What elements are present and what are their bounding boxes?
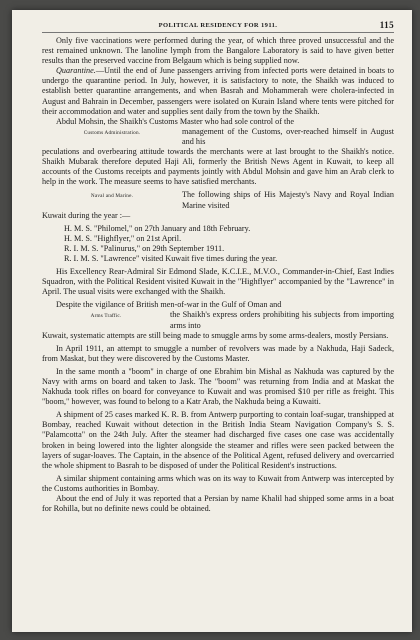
arms-row [42, 310, 394, 330]
naval-row [42, 190, 394, 210]
paragraph-antwerp-shipment: A shipment of 25 cases marked K. R. B. from Antwerp purporting to contain loaf-sugar, transhipped at Bombay, reached Kuwait without detection in the British India Steam Navigation Company's S. S. "Palamcotta" on the 24th July. After the steamer had discharged five cases one case was accidentally broken in being lowered into the lighter alongside the steamer and rifles were seen packed between the layers of sugar-loaves. The Captain, in the absence of the Political Agent, refused delivery and overcarried the whole shipment to Basrah to be disposed of under the Political Resident's instructions. [42, 410, 394, 470]
paragraph-khalil: About the end of July it was reported that a Persian by name Khalil had shipped some arms in a boat for Rohilla, but no definite news could be obtained. [42, 494, 394, 514]
paragraph-quarantine [42, 66, 394, 116]
page-number: 115 [379, 20, 394, 30]
customs-row [42, 127, 394, 147]
ship-item: R. I. M. S. "Palinurus," on 29th September 1911. [64, 243, 225, 253]
sidenote-customs-administration: Customs Administration. [83, 129, 141, 136]
running-header [42, 18, 394, 33]
paragraph-admiral-visit: His Excellency Rear-Admiral Sir Edmond Slade, K.C.I.E., M.V.O., Commander-in-Chief, East Indies Squadron, with the Political Resident visited Kuwait in the "Highflyer" accompanied by the "Lawrence" in April. The usual visits were exchanged with the Shaikh. [42, 267, 394, 297]
paragraph-revolvers: In April 1911, an attempt to smuggle a number of revolvers was made by a Nakhuda, Haji Sadeck, from Maskat, but they were discovered by the Customs Master. [42, 343, 394, 363]
paragraph-vaccination: Only five vaccinations were performed during the year, of which three proved unsuccessful and the rest remained unknown. The lanoline lymph from the Bangalore Laboratory is said to have given better results than the preserved vaccine from Belgaum which is being supplied now. [42, 36, 394, 66]
sidenote-arms-traffic: Arms Traffic. [90, 313, 122, 320]
paragraph-boom: In the same month a "boom" in charge of one Ebrahim bin Mishal as Nakhuda was captured by the Navy with arms on board and taken to Jask. The "boom" was returning from India and at Maskat the Nakhuda took rifles on board for conveyance to Kuwait and was promised $10 per rifle as freight. This "boom," however, was found to belong to a Katr Arab, the Nakhuda being a Kuwaiti. [42, 366, 394, 407]
paragraph-customs-mid: management of the Customs, over-reached himself in August and his [182, 126, 394, 146]
paragraph-arms-first-line: Despite the vigilance of British men-of-war in the Gulf of Oman and [56, 300, 282, 310]
paragraph-customs-first-line: Abdul Mohsin, the Shaikh's Customs Master who had sole control of the [56, 116, 294, 126]
document-page [12, 10, 412, 632]
ships-list [42, 224, 394, 264]
quarantine-heading: Quarantine. [56, 66, 96, 76]
paragraph-arms-mid: the Shaikh's express orders prohibiting his subjects from importing arms into [170, 310, 394, 330]
running-title: POLITICAL RESIDENCY FOR 1911. [158, 22, 278, 29]
paragraph-bombay-intercept: A similar shipment containing arms which was on its way to Kuwait from Antwerp was intercepted by the Customs authorities in Bombay. [42, 473, 394, 493]
ship-item: R. I. M. S. "Lawrence" visited Kuwait five times during the year. [64, 253, 278, 263]
ship-item: H. M. S. "Highflyer," on 21st April. [64, 233, 182, 243]
paragraph-naval-first: The following ships of His Majesty's Navy and Royal Indian Marine visited [182, 190, 394, 210]
sidenote-naval-and-marine: Naval and Marine. [90, 193, 134, 200]
paragraph-arms-rest: Kuwait, systematic attempts are still being made to smuggle arms by some arms-dealers, mostly Persians. [42, 330, 389, 340]
page-content [42, 18, 394, 514]
ship-item: H. M. S. "Philomel," on 27th January and 18th February. [64, 223, 251, 233]
paragraph-customs-rest: peculations and overbearing attitude towards the merchants were at last brought to the Shaikh's notice. Shaikh Mubarak therefore deputed Haji Ali, formerly the British News Agent in Kuwait, to keep all accounts of the Customs receipts and payments jointly with Abdul Mohsin and gave him an Arab clerk to help in the work. The measure seems to have satisfied merchants. [42, 147, 394, 187]
quarantine-text: —Until the end of June passengers arriving from infected ports were detained in boats to undergo the quarantine period. In July, however, it is satisfactory to note, the Shaikh was induced to establish better quarantine arrangements, and when Basrah and Mohammerah were cholera-infected in August and Bahrain in December, passengers were isolated on Kurain Island where tents were pitched for their accommodation and water and supplies sent daily from the town by the Shaikh. [42, 66, 394, 116]
paragraph-naval-rest: Kuwait during the year :— [42, 210, 131, 220]
